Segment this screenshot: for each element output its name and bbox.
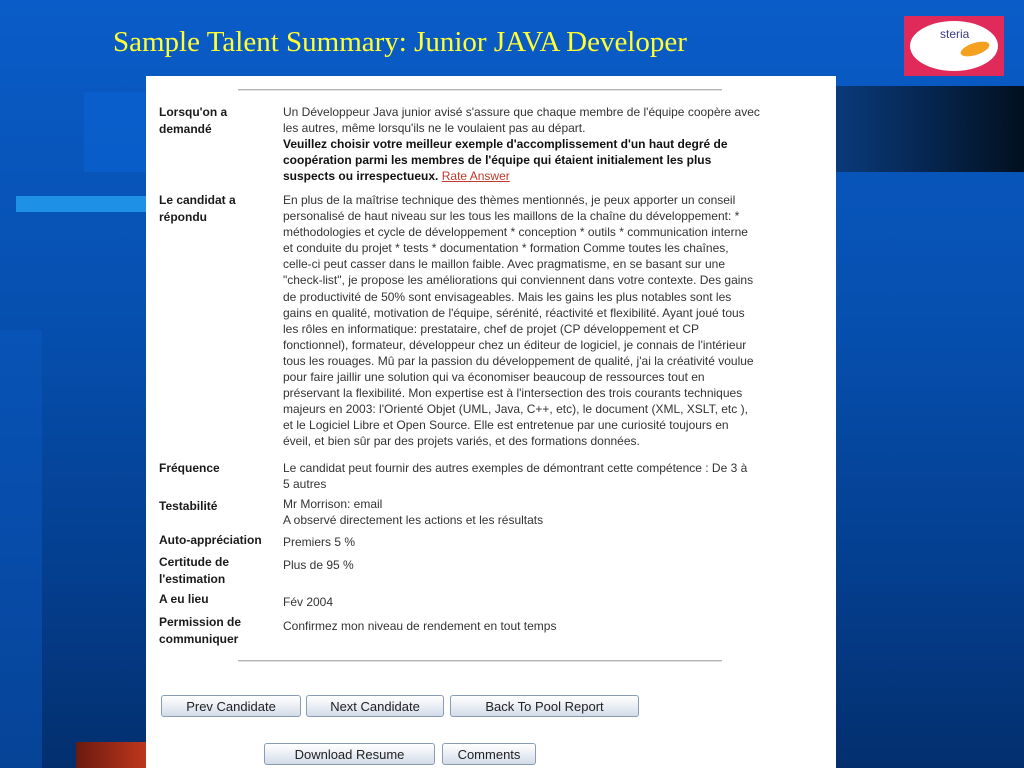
value-answered bbox=[283, 192, 813, 450]
label-frequency: Fréquence bbox=[159, 461, 220, 475]
label-permission: Permission de communiquer bbox=[159, 615, 242, 646]
back-to-pool-report-button[interactable]: Back To Pool Report bbox=[450, 695, 639, 717]
answer-line: et le Logiciel Libre et Open Source. Elle est entretenue par une curiosité toujours en bbox=[283, 418, 729, 433]
value-asked: Un Développeur Java junior avisé s'assure que chaque membre de l'équipe coopère avec les autres, même lorsqu'ils ne le voulaient pas au départ. Veuillez choisir votre meilleur exemple d'accomplissement d'un haut degré de coopération parmi les membres de l'équipe qui étaient initialement les plus suspects ou irrespectueux. Rate Answer bbox=[283, 105, 760, 184]
answer-line: tous les rouages. Mû par la passion du développement de qualité, j'ai la créativité voulue bbox=[283, 353, 754, 368]
label-testability: Testabilité bbox=[159, 499, 218, 513]
value-frequency: Le candidat peut fournir des autres exemples de démontrant cette compétence : De 3 à 5 autres bbox=[283, 461, 748, 492]
label-certainty: Certitude de l'estimation bbox=[159, 555, 230, 586]
comments-button[interactable]: Comments bbox=[442, 743, 536, 765]
background-dark-block bbox=[836, 86, 1024, 172]
download-resume-button[interactable]: Download Resume bbox=[264, 743, 435, 765]
bottom-divider bbox=[238, 660, 722, 662]
answer-line: éveil, et bien sûr par des projets variés, et des formations données. bbox=[283, 434, 640, 449]
label-occurred: A eu lieu bbox=[159, 592, 209, 606]
value-permission: Confirmez mon niveau de rendement en tout temps bbox=[283, 619, 557, 633]
value-self-rating: Premiers 5 % bbox=[283, 535, 356, 549]
value-testability: Mr Morrison: email A observé directement les actions et les résultats bbox=[283, 497, 544, 528]
rate-answer-link[interactable]: Rate Answer bbox=[441, 169, 510, 184]
talent-summary-panel bbox=[146, 76, 836, 768]
answer-line: gains en qualité, motivation de l'équipe, sérénité, réactivité et flexibilité. Ayant joué tous bbox=[283, 305, 745, 320]
logo-text: steria bbox=[940, 27, 970, 41]
logo-oval bbox=[910, 21, 998, 71]
next-candidate-button[interactable]: Next Candidate bbox=[306, 695, 444, 717]
background-cyan-bar bbox=[16, 196, 150, 212]
slide-title: Sample Talent Summary: Junior JAVA Developer bbox=[113, 26, 687, 58]
logo-swoosh-icon bbox=[959, 39, 991, 60]
label-answered: Le candidat a répondu bbox=[159, 193, 236, 224]
answer-line: méthodologies et cycle de développement * conception * outils * communication interne bbox=[283, 225, 748, 240]
top-divider bbox=[238, 89, 722, 91]
answer-line: préservant la flexibilité. Mon expertise est à l'intersection des trois courants techniques bbox=[283, 386, 743, 401]
label-asked: Lorsqu'on a demandé bbox=[159, 105, 228, 136]
answer-line: fonctionnel), formateur, développeur chez un éditeur de logiciel, je connais de l'intérieur bbox=[283, 337, 747, 352]
background-red-bar bbox=[76, 742, 148, 768]
answer-line: et conduite du projet * tests * documentation * formation Comme toutes les chaînes, bbox=[283, 241, 729, 256]
prev-candidate-button[interactable]: Prev Candidate bbox=[161, 695, 301, 717]
answer-line: majeurs en 2003: l'Orienté Objet (UML, Java, C++, etc), le document (XML, XSLT, etc ), bbox=[283, 402, 748, 417]
answer-line: les rôles en informatique: prestataire, chef de projet (CP développement et CP bbox=[283, 321, 700, 336]
answer-line: pour faire jaillir une solution qui va économiser beaucoup de ressources tout en bbox=[283, 370, 705, 385]
answer-line: personalisé de haut niveau sur les tous les maillons de la chaîne du développement: * bbox=[283, 209, 740, 224]
background-left-strip bbox=[0, 330, 42, 768]
steria-logo bbox=[904, 16, 1004, 76]
value-certainty: Plus de 95 % bbox=[283, 558, 354, 572]
answer-line: de productivité de 50% sont envisageables. Mais les gains les plus notables sont les bbox=[283, 289, 732, 304]
value-occurred: Fév 2004 bbox=[283, 595, 334, 609]
answer-line: En plus de la maîtrise technique des thèmes mentionnés, je peux apporter un conseil bbox=[283, 193, 736, 207]
answer-line: celle-ci peut casser dans le maillon faible. Avec pragmatisme, en se basant sur une bbox=[283, 257, 726, 272]
label-self-rating: Auto-appréciation bbox=[159, 533, 262, 547]
answer-line: "check-list", je propose les améliorations qui conviennent dans votre contexte. Des gains bbox=[283, 273, 754, 288]
